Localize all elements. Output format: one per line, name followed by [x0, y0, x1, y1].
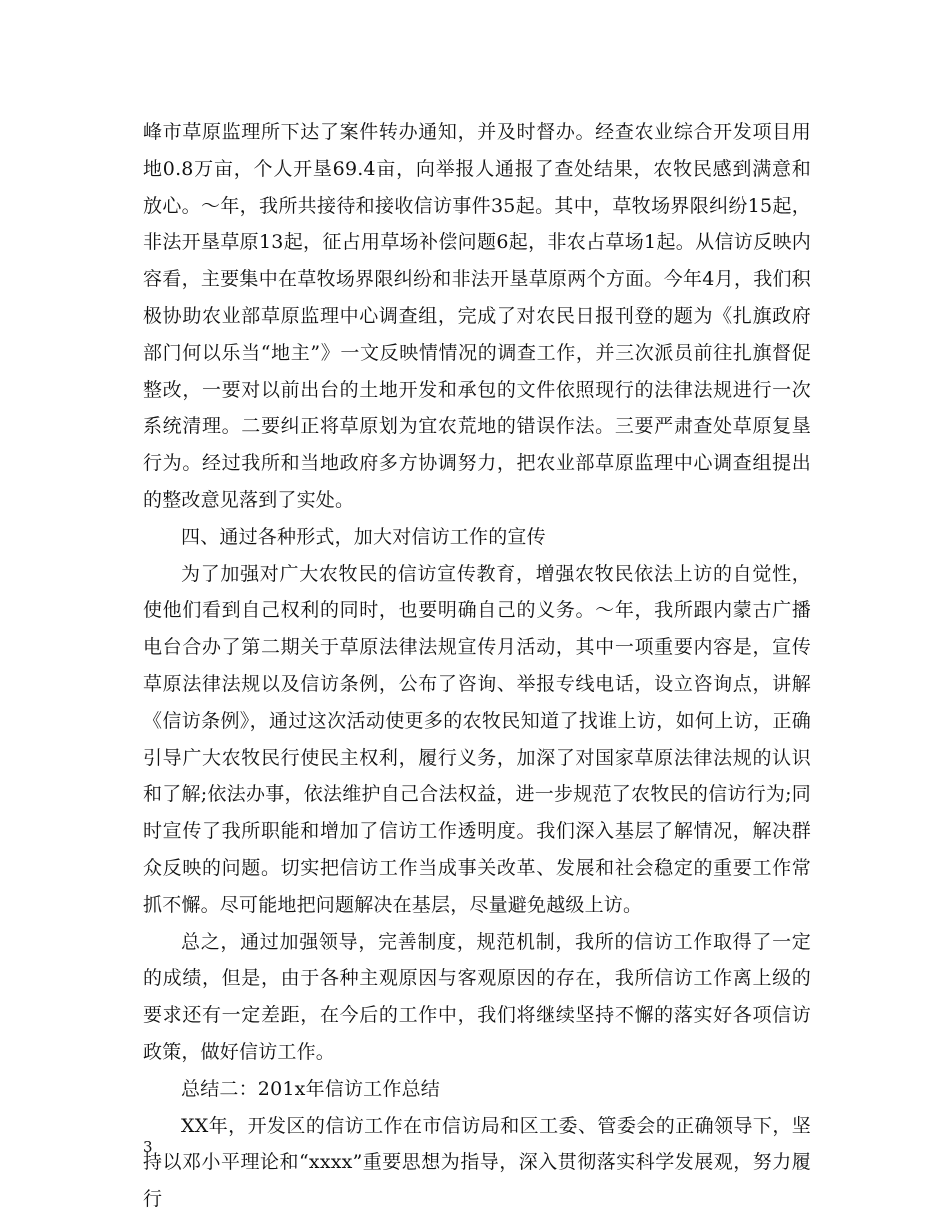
section-heading-publicity: 四、通过各种形式，加大对信访工作的宣传: [181, 525, 546, 548]
paragraph-conclusion: 总之，通过加强领导，完善制度，规范机制，我所的信访工作取得了一定的成绩，但是，由于各种主观原因与客观原因的存在，我所信访工作离上级的要求还有一定差距，在今后的工作中，我们将继续坚持不懈的落实好各项信访政策，做好信访工作。: [143, 930, 811, 1063]
paragraph-case-handling: 峰市草原监理所下达了案件转办通知，并及时督办。经查农业综合开发项目用地0.8万亩，个人开垦69.4亩，向举报人通报了查处结果，农牧民感到满意和放心。～年，我所共接待和接收信访事件35起。其中，草牧场界限纠纷15起，非法开垦草原13起，征占用草场补偿问题6起，非农占草场1起。从信访反映内容看，主要集中在草牧场界限纠纷和非法开垦草原两个方面。今年4月，我们积极协助农业部草原监理中心调查组，完成了对农民日报刊登的题为《扎旗政府部门何以乐当“地主”》一文反映情情况的调查工作，并三次派员前往扎旗督促整改，一要对以前出台的土地开发和承包的文件依照现行的法律法规进行一次系统清理。二要纠正将草原划为宜农荒地的错误作法。三要严肃查处草原复垦行为。经过我所和当地政府多方协调努力，把农业部草原监理中心调查组提出的整改意见落到了实处。: [143, 121, 811, 511]
section-heading-summary-two: 总结二：201x年信访工作总结: [181, 1077, 440, 1100]
document-body: [143, 114, 811, 1218]
paragraph-publicity: 为了加强对广大农牧民的信访宣传教育，增强农牧民依法上访的自觉性，使他们看到自己权利的同时，也要明确自己的义务。～年，我所跟内蒙古广播电台合办了第二期关于草原法律法规宣传月活动，其中一项重要内容是，宣传草原法律法规以及信访条例，公布了咨询、举报专线电话，设立咨询点，讲解《信访条例》，通过这次活动使更多的农牧民知道了找谁上访，如何上访，正确引导广大农牧民行使民主权利，履行义务，加深了对国家草原法律法规的认识和了解;依法办事，依法维护自己合法权益，进一步规范了农牧民的信访行为;同时宣传了我所职能和增加了信访工作透明度。我们深入基层了解情况，解决群众反映的问题。切实把信访工作当成事关改革、发展和社会稳定的重要工作常抓不懈。尽可能地把问题解决在基层，尽量避免越级上访。: [143, 562, 811, 916]
page-number: 3: [143, 1138, 153, 1156]
paragraph-summary-two-intro: XX年，开发区的信访工作在市信访局和区工委、管委会的正确领导下，坚持以邓小平理论和“xxxx”重要思想为指导，深入贯彻落实科学发展观，努力履行: [143, 1114, 811, 1211]
